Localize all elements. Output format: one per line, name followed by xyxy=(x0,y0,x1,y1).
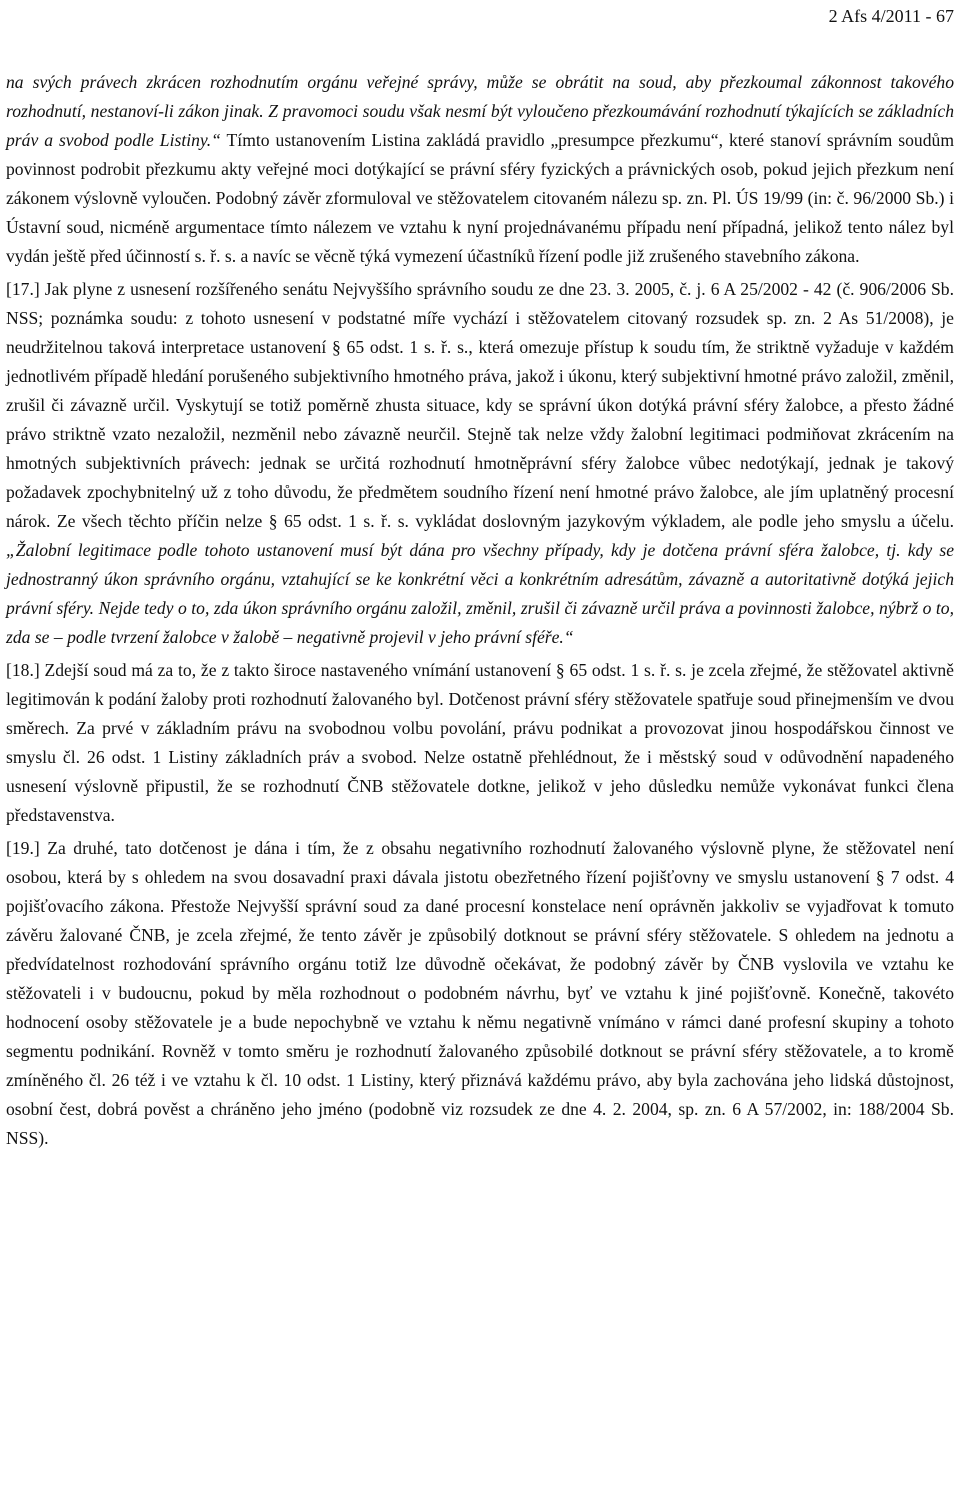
paragraph-text: [19.] Za druhé, tato dotčenost je dána i tím, že z obsahu negativního rozhodnutí žalovaného výslovně plyne, že stěžovatel není osobou, která by s ohledem na svou dosavadní praxi dávala jistotu obezřetného řízení pojišťovny ve smyslu ustanovení § 7 odst. 4 pojišťovacího zákona. Přestože Nejvyšší správní soud za dané procesní konstelace není oprávněn jakkoliv se vyjadřovat k tomuto závěru žalované ČNB, je zcela zřejmé, že tento závěr je způsobilý dotknout se právní sféry stěžovatele. S ohledem na jednotu a předvídatelnost rozhodování správního orgánu totiž lze důvodně očekávat, že podobný závěr by ČNB vyslovila ve vztahu ke stěžovateli i v budoucnu, pokud by měla rozhodnout o podobném návrhu, byť ve vztahu k jiné pojišťovně. Konečně, takovéto hodnocení osoby stěžovatele je a bude nepochybně ve vztahu k němu negativně vnímáno v rámci dané profesní skupiny a tohoto segmentu podnikání. Rovněž v tomto směru je rozhodnutí žalovaného způsobilé dotknout se právní sféry stěžovatele, a to kromě zmíněného čl. 26 též i ve vztahu k čl. 10 odst. 1 Listiny, který přiznává každému právo, aby byla zachována jeho lidská důstojnost, osobní čest, dobrá pověst a chráněno jeho jméno (podobně viz rozsudek ze dne 4. 2. 2004, sp. zn. 6 A 57/2002, in: 188/2004 Sb. NSS). xyxy=(6,838,954,1148)
document-body xyxy=(6,68,954,1153)
listina-quote-italic: na svých právech zkrácen rozhodnutím orgánu veřejné správy, může se obrátit na soud, aby přezkoumal zákonnost takového rozhodnutí, nestanoví-li zákon jinak. Z pravomoci soudu však nesmí být vyloučeno přezkoumávání rozhodnutí týkajících se základních práv a svobod podle Listiny.“ xyxy=(6,72,954,150)
paragraph-18 xyxy=(6,656,954,830)
paragraph-text: [17.] Jak plyne z usnesení rozšířeného senátu Nejvyššího správního soudu ze dne 23. 3. 2005, č. j. 6 A 25/2002 - 42 (č. 906/2006 Sb. NSS; poznámka soudu: z tohoto usnesení v podstatné míře vychází i stěžovatelem citovaný rozsudek sp. zn. 2 As 51/2008), je neudržitelnou taková interpretace ustanovení § 65 odst. 1 s. ř. s., která omezuje přístup k soudu tím, že striktně vyžaduje v každém jednotlivém případě hledání porušeného subjektivního hmotného práva, jakož i úkonu, který subjektivní hmotné právo založil, změnil, zrušil či závazně určil. Vyskytují se totiž poměrně zhusta situace, kdy se správní úkon dotýká právní sféry žalobce, a přesto žádné právo striktně vzato nezaložil, nezměnil nebo závazně neurčil. Stejně tak nelze vždy žalobní legitimaci podmiňovat zkrácením na hmotných subjektivních právech: jednak se určitá rozhodnutí hmotněprávní sféry žalobce vůbec nedotýkají, jednak je takový požadavek zpochybnitelný už z toho důvodu, že předmětem soudního řízení není hmotné právo žalobce, ale jím uplatněný procesní nárok. Ze všech těchto příčin nelze § 65 odst. 1 s. ř. s. vykládat doslovným jazykovým výkladem, ale podle jeho smyslu a účelu. xyxy=(6,279,954,531)
page-header-reference: 2 Afs 4/2011 - 67 xyxy=(828,6,954,26)
paragraph-17 xyxy=(6,275,954,652)
paragraph-text: Tímto ustanovením Listina zakládá pravidlo „presumpce přezkumu“, které stanoví správním soudům povinnost podrobit přezkumu akty veřejné moci dotýkající se právní sféry fyzických a právnických osob, pokud jejich přezkum není zákonem výslovně vyloučen. Podobný závěr zformuloval ve stěžovatelem citovaném nálezu sp. zn. Pl. ÚS 19/99 (in: č. 96/2000 Sb.) i Ústavní soud, nicméně argumentace tímto nálezem ve vztahu k nyní projednávanému případu není případná, jelikož tento nález byl vydán ještě před účinností s. ř. s. a navíc se věcně týká vymezení účastníků řízení podle již zrušeného stavebního zákona. xyxy=(6,130,955,266)
paragraph-text: [18.] Zdejší soud má za to, že z takto široce nastaveného vnímání ustanovení § 65 odst. 1 s. ř. s. je zcela zřejmé, že stěžovatel aktivně legitimován k podání žaloby proti rozhodnutí žalovaného byl. Dotčenost právní sféry stěžovatele spatřuje soud přinejmenším ve dvou směrech. Za prvé v základním právu na svobodnou volbu povolání, právu podnikat a provozovat jinou hospodářskou činnost ve smyslu čl. 26 odst. 1 Listiny základních práv a svobod. Nelze ostatně přehlédnout, že i městský soud v odůvodnění napadeného usnesení výslovně připustil, že se rozhodnutí ČNB stěžovatele dotkne, jelikož v jeho důsledku nemůže vykonávat funkci člena představenstva. xyxy=(6,660,954,825)
legitimace-quote-italic: „Žalobní legitimace podle tohoto ustanovení musí být dána pro všechny případy, kdy je dotčena právní sféra žalobce, tj. kdy se jednostranný úkon správního orgánu, vztahující se ke konkrétní věci a konkrétním adresátům, závazně a autoritativně dotýká jejich právní sféry. Nejde tedy o to, zda úkon správního orgánu založil, změnil, zrušil či závazně určil práva a povinnosti žalobce, nýbrž o to, zda se – podle tvrzení žalobce v žalobě – negativně projevil v jeho právní sféře.“ xyxy=(6,540,954,647)
paragraph-19 xyxy=(6,834,954,1153)
paragraph-continuation xyxy=(6,68,954,271)
